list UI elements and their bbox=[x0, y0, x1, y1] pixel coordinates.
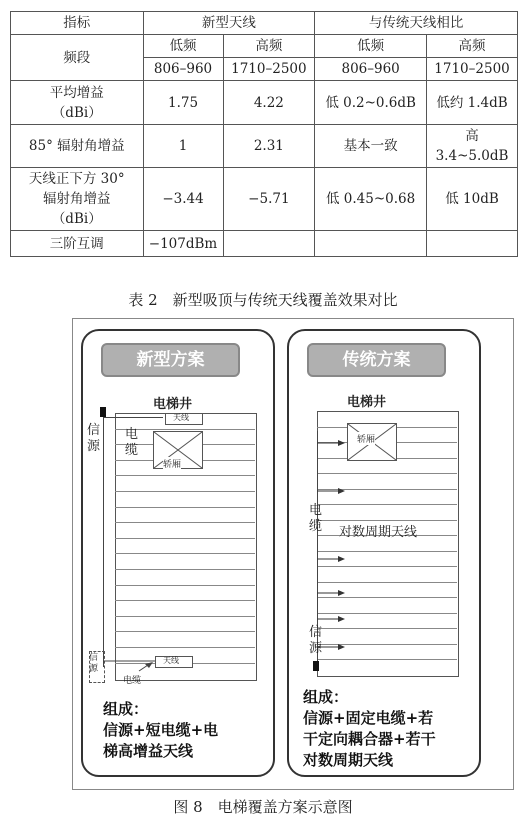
car-label: 轿厢 bbox=[163, 457, 181, 470]
table-cell: 1710–2500 bbox=[223, 58, 315, 81]
table-row bbox=[11, 12, 518, 35]
floor-line bbox=[115, 522, 255, 523]
coupler-arrowhead bbox=[338, 488, 345, 494]
table-cell: 806–960 bbox=[315, 58, 427, 81]
feed-line-left bbox=[103, 417, 104, 667]
coupler-arrowhead bbox=[338, 590, 345, 596]
table-cell: 频段 bbox=[11, 35, 144, 81]
table-cell bbox=[427, 231, 518, 257]
traditional-scheme-panel bbox=[287, 329, 481, 777]
source-label-right: 信源 bbox=[309, 625, 323, 656]
table-cell: −3.44 bbox=[143, 168, 223, 231]
floor-line bbox=[115, 616, 255, 617]
antenna-label: 天线 bbox=[173, 413, 189, 422]
comparison-table bbox=[10, 11, 518, 257]
table-cell: 高频 bbox=[223, 35, 315, 58]
floor-line bbox=[115, 491, 255, 492]
log-periodic-antenna-label: 对数周期天线 bbox=[339, 525, 418, 540]
table-cell: 基本一致 bbox=[315, 125, 427, 168]
coupler-arrowhead bbox=[338, 616, 345, 622]
coupler-arrowhead bbox=[338, 644, 345, 650]
table-cell: 低频 bbox=[315, 35, 427, 58]
table-cell: 低约 1.4dB bbox=[427, 81, 518, 125]
table-caption: 表 2 新型吸顶与传统天线覆盖效果对比 bbox=[128, 291, 398, 309]
cable-label-bottom: 电缆 bbox=[123, 676, 142, 686]
cable-label-right: 电缆 bbox=[309, 503, 323, 534]
table-cell: 85° 辐射角增益 bbox=[11, 125, 144, 168]
table-cell: 2.31 bbox=[223, 125, 315, 168]
new-scheme-panel bbox=[81, 329, 275, 777]
antenna-label-bottom: 天线 bbox=[163, 656, 179, 665]
feed-line-top bbox=[103, 417, 163, 418]
table-row bbox=[11, 81, 518, 125]
floor-line bbox=[115, 600, 255, 601]
figure-8 bbox=[72, 318, 514, 790]
shaft-label: 电梯井 bbox=[153, 397, 193, 412]
table-cell: 高 3.4~5.0dB bbox=[427, 125, 518, 168]
traditional-scheme-composition: 组成： 信源+固定电缆+若 干定向耦合器+若干 对数周期天线 bbox=[303, 688, 436, 769]
table-cell: 806–960 bbox=[143, 58, 223, 81]
source-label-top: 信源 bbox=[87, 423, 101, 454]
coupler-arrowhead bbox=[338, 556, 345, 562]
shaft-label-right: 电梯井 bbox=[347, 395, 387, 410]
traditional-scheme-header: 传统方案 bbox=[307, 343, 446, 377]
table-cell: 高频 bbox=[427, 35, 518, 58]
coupler-arrowhead bbox=[338, 440, 345, 446]
table-cell: 三阶互调 bbox=[11, 231, 144, 257]
table-cell bbox=[315, 231, 427, 257]
table-cell: 低频 bbox=[143, 35, 223, 58]
table-cell: 4.22 bbox=[223, 81, 315, 125]
car-label-right: 轿厢 bbox=[357, 432, 375, 445]
table-cell: 与传统天线相比 bbox=[315, 12, 518, 35]
table-cell: −107dBm bbox=[143, 231, 223, 257]
table-cell: 平均增益 （dBi） bbox=[11, 81, 144, 125]
table-cell: 1.75 bbox=[143, 81, 223, 125]
table-cell: 低 0.2~0.6dB bbox=[315, 81, 427, 125]
floor-line bbox=[115, 553, 255, 554]
floor-line bbox=[115, 631, 255, 632]
table-cell bbox=[223, 231, 315, 257]
table-row bbox=[11, 231, 518, 257]
bottom-arrow-icon bbox=[103, 659, 163, 675]
cable-label-top: 电缆 bbox=[125, 427, 139, 458]
figure-caption: 图 8 电梯覆盖方案示意图 bbox=[173, 798, 353, 816]
table-cell: 天线正下方 30° 辐射角增益 （dBi） bbox=[11, 168, 144, 231]
table-cell: 低 10dB bbox=[427, 168, 518, 231]
new-scheme-composition: 组成： 信源+短电缆+电 梯高增益天线 bbox=[103, 700, 219, 760]
floor-line bbox=[115, 538, 255, 539]
floor-line bbox=[115, 647, 255, 648]
signal-source-top bbox=[100, 407, 106, 417]
table-row bbox=[11, 168, 518, 231]
table-row bbox=[11, 125, 518, 168]
table-cell: 指标 bbox=[11, 12, 144, 35]
floor-line bbox=[115, 569, 255, 570]
table-cell: 1710–2500 bbox=[427, 58, 518, 81]
floor-line bbox=[115, 475, 255, 476]
new-scheme-header: 新型方案 bbox=[101, 343, 240, 377]
table-cell: 新型天线 bbox=[143, 12, 315, 35]
source-label-bottom: 信源 bbox=[89, 653, 99, 674]
table-row bbox=[11, 35, 518, 58]
table-cell: 低 0.45~0.68 bbox=[315, 168, 427, 231]
floor-line bbox=[115, 585, 255, 586]
floor-line bbox=[115, 507, 255, 508]
table-cell: 1 bbox=[143, 125, 223, 168]
table-cell: −5.71 bbox=[223, 168, 315, 231]
